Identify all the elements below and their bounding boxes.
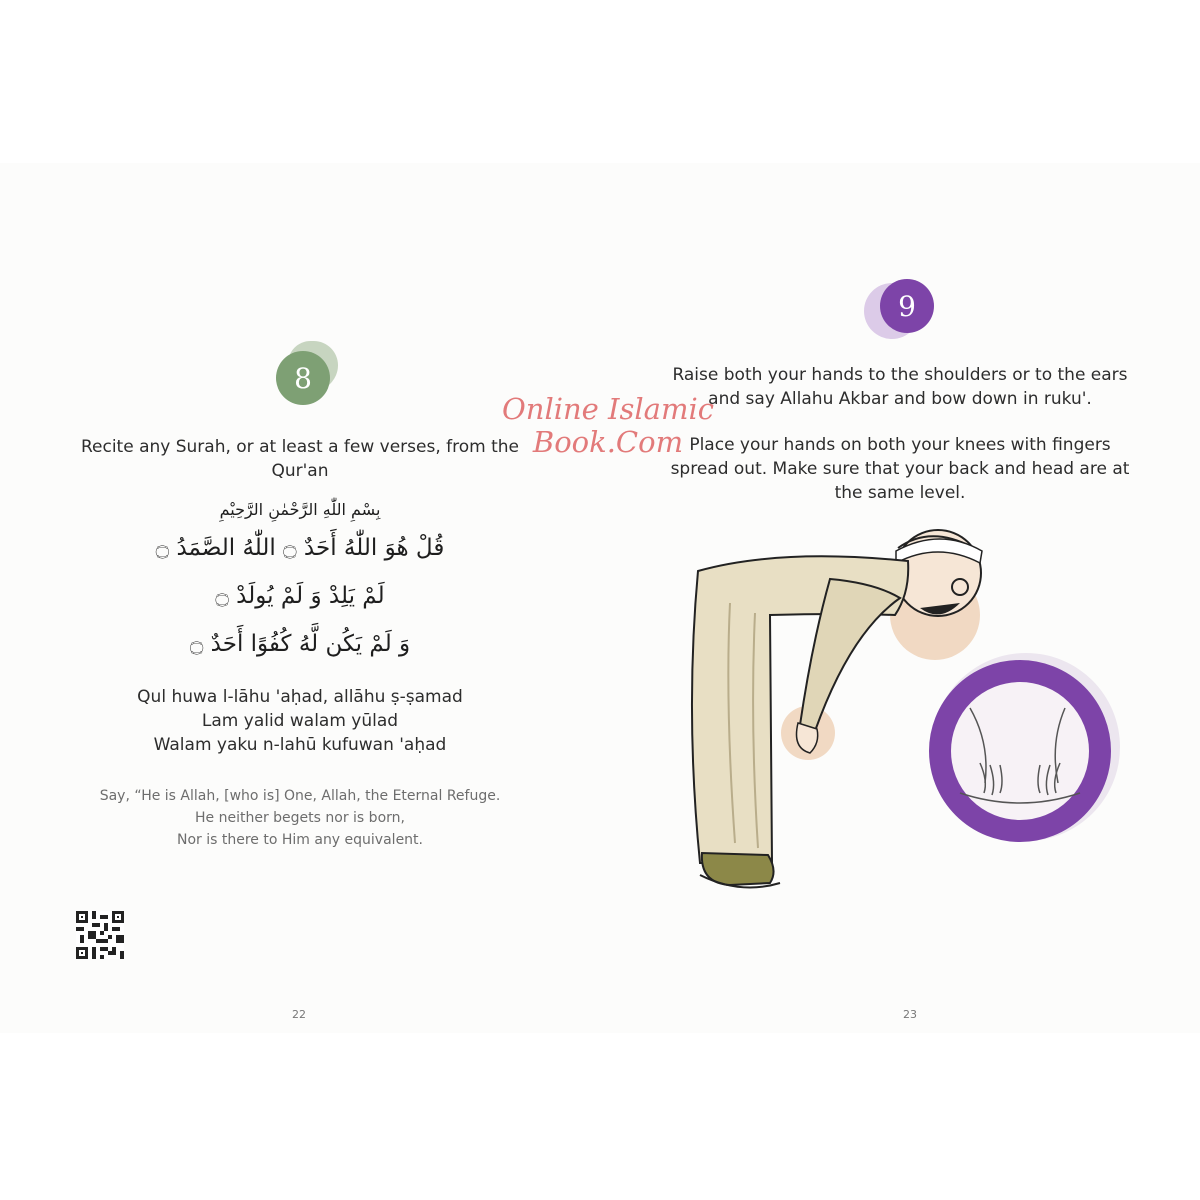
arabic-verse-line-1: قُلْ هُوَ اللّٰهُ أَحَدٌ ۝ اللّٰهُ الصَّمَدُ ۝ — [155, 535, 445, 561]
page-number: 22 — [292, 1008, 306, 1021]
page-number: 23 — [903, 1008, 917, 1021]
instruction-text: Recite any Surah, or at least a few verses, from the Qur'an — [80, 437, 520, 481]
translation-line-1: Say, “He is Allah, [who is] One, Allah, the Eternal Refuge. — [99, 788, 501, 804]
step-badge-9 — [872, 273, 942, 343]
step-badge-8 — [270, 343, 340, 413]
arabic-basmala: بِسْمِ اللّٰهِ الرَّحْمٰنِ الرَّحِيْمِ — [219, 500, 381, 519]
transliteration-line-1: Qul huwa l-lāhu 'aḥad, allāhu ṣ-ṣamad — [137, 687, 463, 707]
transliteration — [60, 685, 540, 757]
arabic-verse-line-2: لَمْ يَلِدْ وَ لَمْ يُولَدْ ۝ — [215, 583, 385, 609]
left-page — [0, 163, 600, 1033]
transliteration-line-3: Walam yaku n-lahū kufuwan 'aḥad — [153, 735, 447, 755]
instruction-paragraph-2: Place your hands on both your knees with fingers spread out. Make sure that your back and head are at the same level. — [670, 435, 1130, 503]
transliteration-line-2: Lam yalid walam yūlad — [201, 711, 399, 731]
qr-code-icon[interactable] — [76, 911, 124, 959]
step-number: 8 — [294, 361, 312, 395]
arabic-verse-line-3: وَ لَمْ يَكُن لَّهُ كُفُوًا أَحَدٌ ۝ — [189, 631, 411, 657]
translation-line-2: He neither begets nor is born, — [195, 810, 405, 826]
step-number: 9 — [898, 289, 916, 323]
watermark-line-1: Online Islamic — [502, 392, 714, 426]
watermark-line-2: Book.Com — [532, 425, 684, 459]
instruction-paragraph-1: Raise both your hands to the shoulders or to the ears and say Allahu Akbar and bow down in ruku'. — [672, 365, 1128, 409]
translation — [60, 785, 540, 851]
translation-line-3: Nor is there to Him any equivalent. — [176, 832, 423, 848]
person-bowing-ruku-illustration — [660, 503, 1140, 903]
watermark — [478, 393, 738, 459]
